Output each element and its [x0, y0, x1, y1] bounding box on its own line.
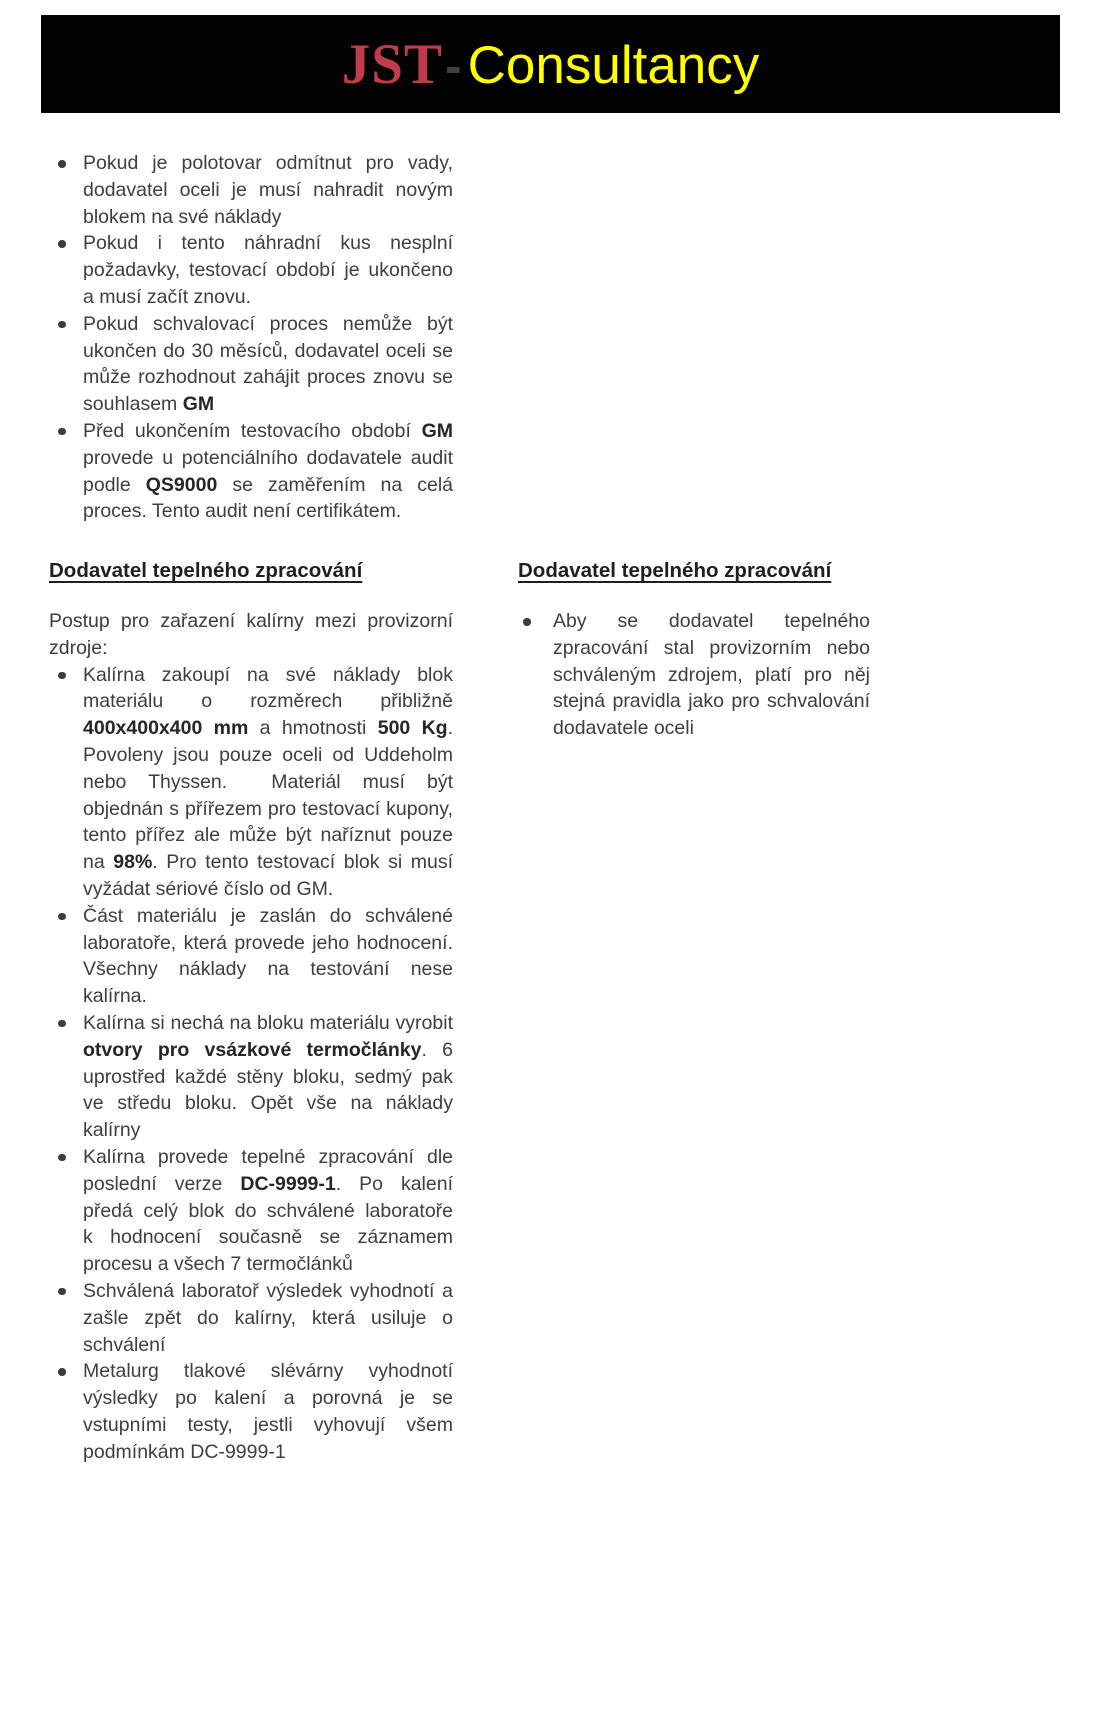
bullet-dot-icon [58, 428, 66, 436]
intro-bullet-item-1 [49, 150, 453, 230]
left-bullet-item-6 [49, 1358, 453, 1465]
bullet-text: Metalurg tlakové slévárny vyhodnotí výsledky po kalení a porovná je se vstupními testy, jestli vyhovují všem podmínkám DC-9999-1 [83, 1360, 453, 1463]
bullet-dot-icon [58, 240, 66, 248]
bullet-text: Pokud i tento náhradní kus nesplní požadavky, testovací období je ukončeno a musí začít znovu. [83, 232, 453, 308]
left-bullet-item-1 [49, 662, 453, 903]
left-bullet-item-2 [49, 903, 453, 1010]
bullet-dot-icon [523, 618, 531, 626]
left-column [49, 557, 453, 1466]
bullet-dot-icon [58, 321, 66, 329]
right-column [518, 557, 870, 742]
bullet-text: Část materiálu je zaslán do schválené laboratoře, která provede jeho hodnocení. Všechny náklady na testování nese kalírna. [83, 904, 453, 1008]
brand-jst-text: JST [341, 32, 443, 96]
bullet-text: Pokud je polotovar odmítnut pro vady, dodavatel oceli je musí nahradit novým blokem na své náklady [83, 152, 453, 228]
intro-bullet-item-4 [49, 418, 453, 525]
bullet-text: Aby se dodavatel tepelného zpracování stal provizorním nebo schváleným zdrojem, platí pro něj stejná pravidla jako pro schvalování dodavatele oceli [553, 610, 870, 740]
right-bullet-item-1 [518, 608, 870, 742]
bullet-dot-icon [58, 1368, 66, 1376]
bullet-dot-icon [58, 913, 66, 921]
bullet-dot-icon [58, 1154, 66, 1162]
right-bullet-list [518, 608, 870, 742]
bullet-dot-icon [58, 1288, 66, 1296]
bullet-dot-icon [58, 672, 66, 680]
brand-title [341, 32, 760, 96]
bullet-text: Před ukončením testovacího období GM provede u potenciálního dodavatele audit podle QS9000 se zaměřením na celá proces. Tento audit není certifikátem. [83, 419, 453, 523]
intro-bullet-item-3 [49, 311, 453, 418]
left-bullet-item-3 [49, 1010, 453, 1144]
right-column-heading: Dodavatel tepelného zpracování [518, 559, 832, 582]
left-bullet-item-5 [49, 1278, 453, 1358]
brand-consultancy-text: Consultancy [467, 35, 760, 95]
bullet-dot-icon [58, 1020, 66, 1028]
intro-bullet-list [49, 150, 453, 525]
left-column-heading: Dodavatel tepelného zpracování [49, 559, 363, 582]
intro-bullet-item-2 [49, 230, 453, 310]
bullet-text: Kalírna si nechá na bloku materiálu vyrobit otvory pro vsázkové termočlánky. 6 uprostřed každé stěny bloku, sedmý pak ve středu bloku. Opět vše na náklady kalírny [83, 1011, 453, 1142]
bullet-dot-icon [58, 160, 66, 168]
left-bullet-item-4 [49, 1144, 453, 1278]
bullet-text: Kalírna zakoupí na své náklady blok materiálu o rozměrech přibližně 400x400x400 mm a hmotnosti 500 Kg. Povoleny jsou pouze oceli od Uddeholm nebo Thyssen. Materiál musí být objednán s přířezem pro testovací kupony, tento přířez ale může být naříznut pouze na 98%. Pro tento testovací blok si musí vyžádat sériové číslo od GM. [83, 663, 454, 900]
left-column-intro: Postup pro zařazení kalírny mezi provizorní zdroje: [49, 610, 453, 659]
header-banner [41, 15, 1060, 113]
bullet-text: Kalírna provede tepelné zpracování dle poslední verze DC-9999-1. Po kalení předá celý blok do schválené laboratoře k hodnocení současně se záznamem procesu a všech 7 termočlánků [83, 1145, 453, 1276]
bullet-text: Schválená laboratoř výsledek vyhodnotí a zašle zpět do kalírny, která usiluje o schválení [83, 1279, 453, 1356]
left-bullet-list [49, 662, 453, 1466]
brand-dash-text: - [444, 37, 462, 94]
bullet-text: Pokud schvalovací proces nemůže být ukončen do 30 měsíců, dodavatel oceli se může rozhodnout zahájit proces znovu se souhlasem GM [83, 312, 453, 416]
